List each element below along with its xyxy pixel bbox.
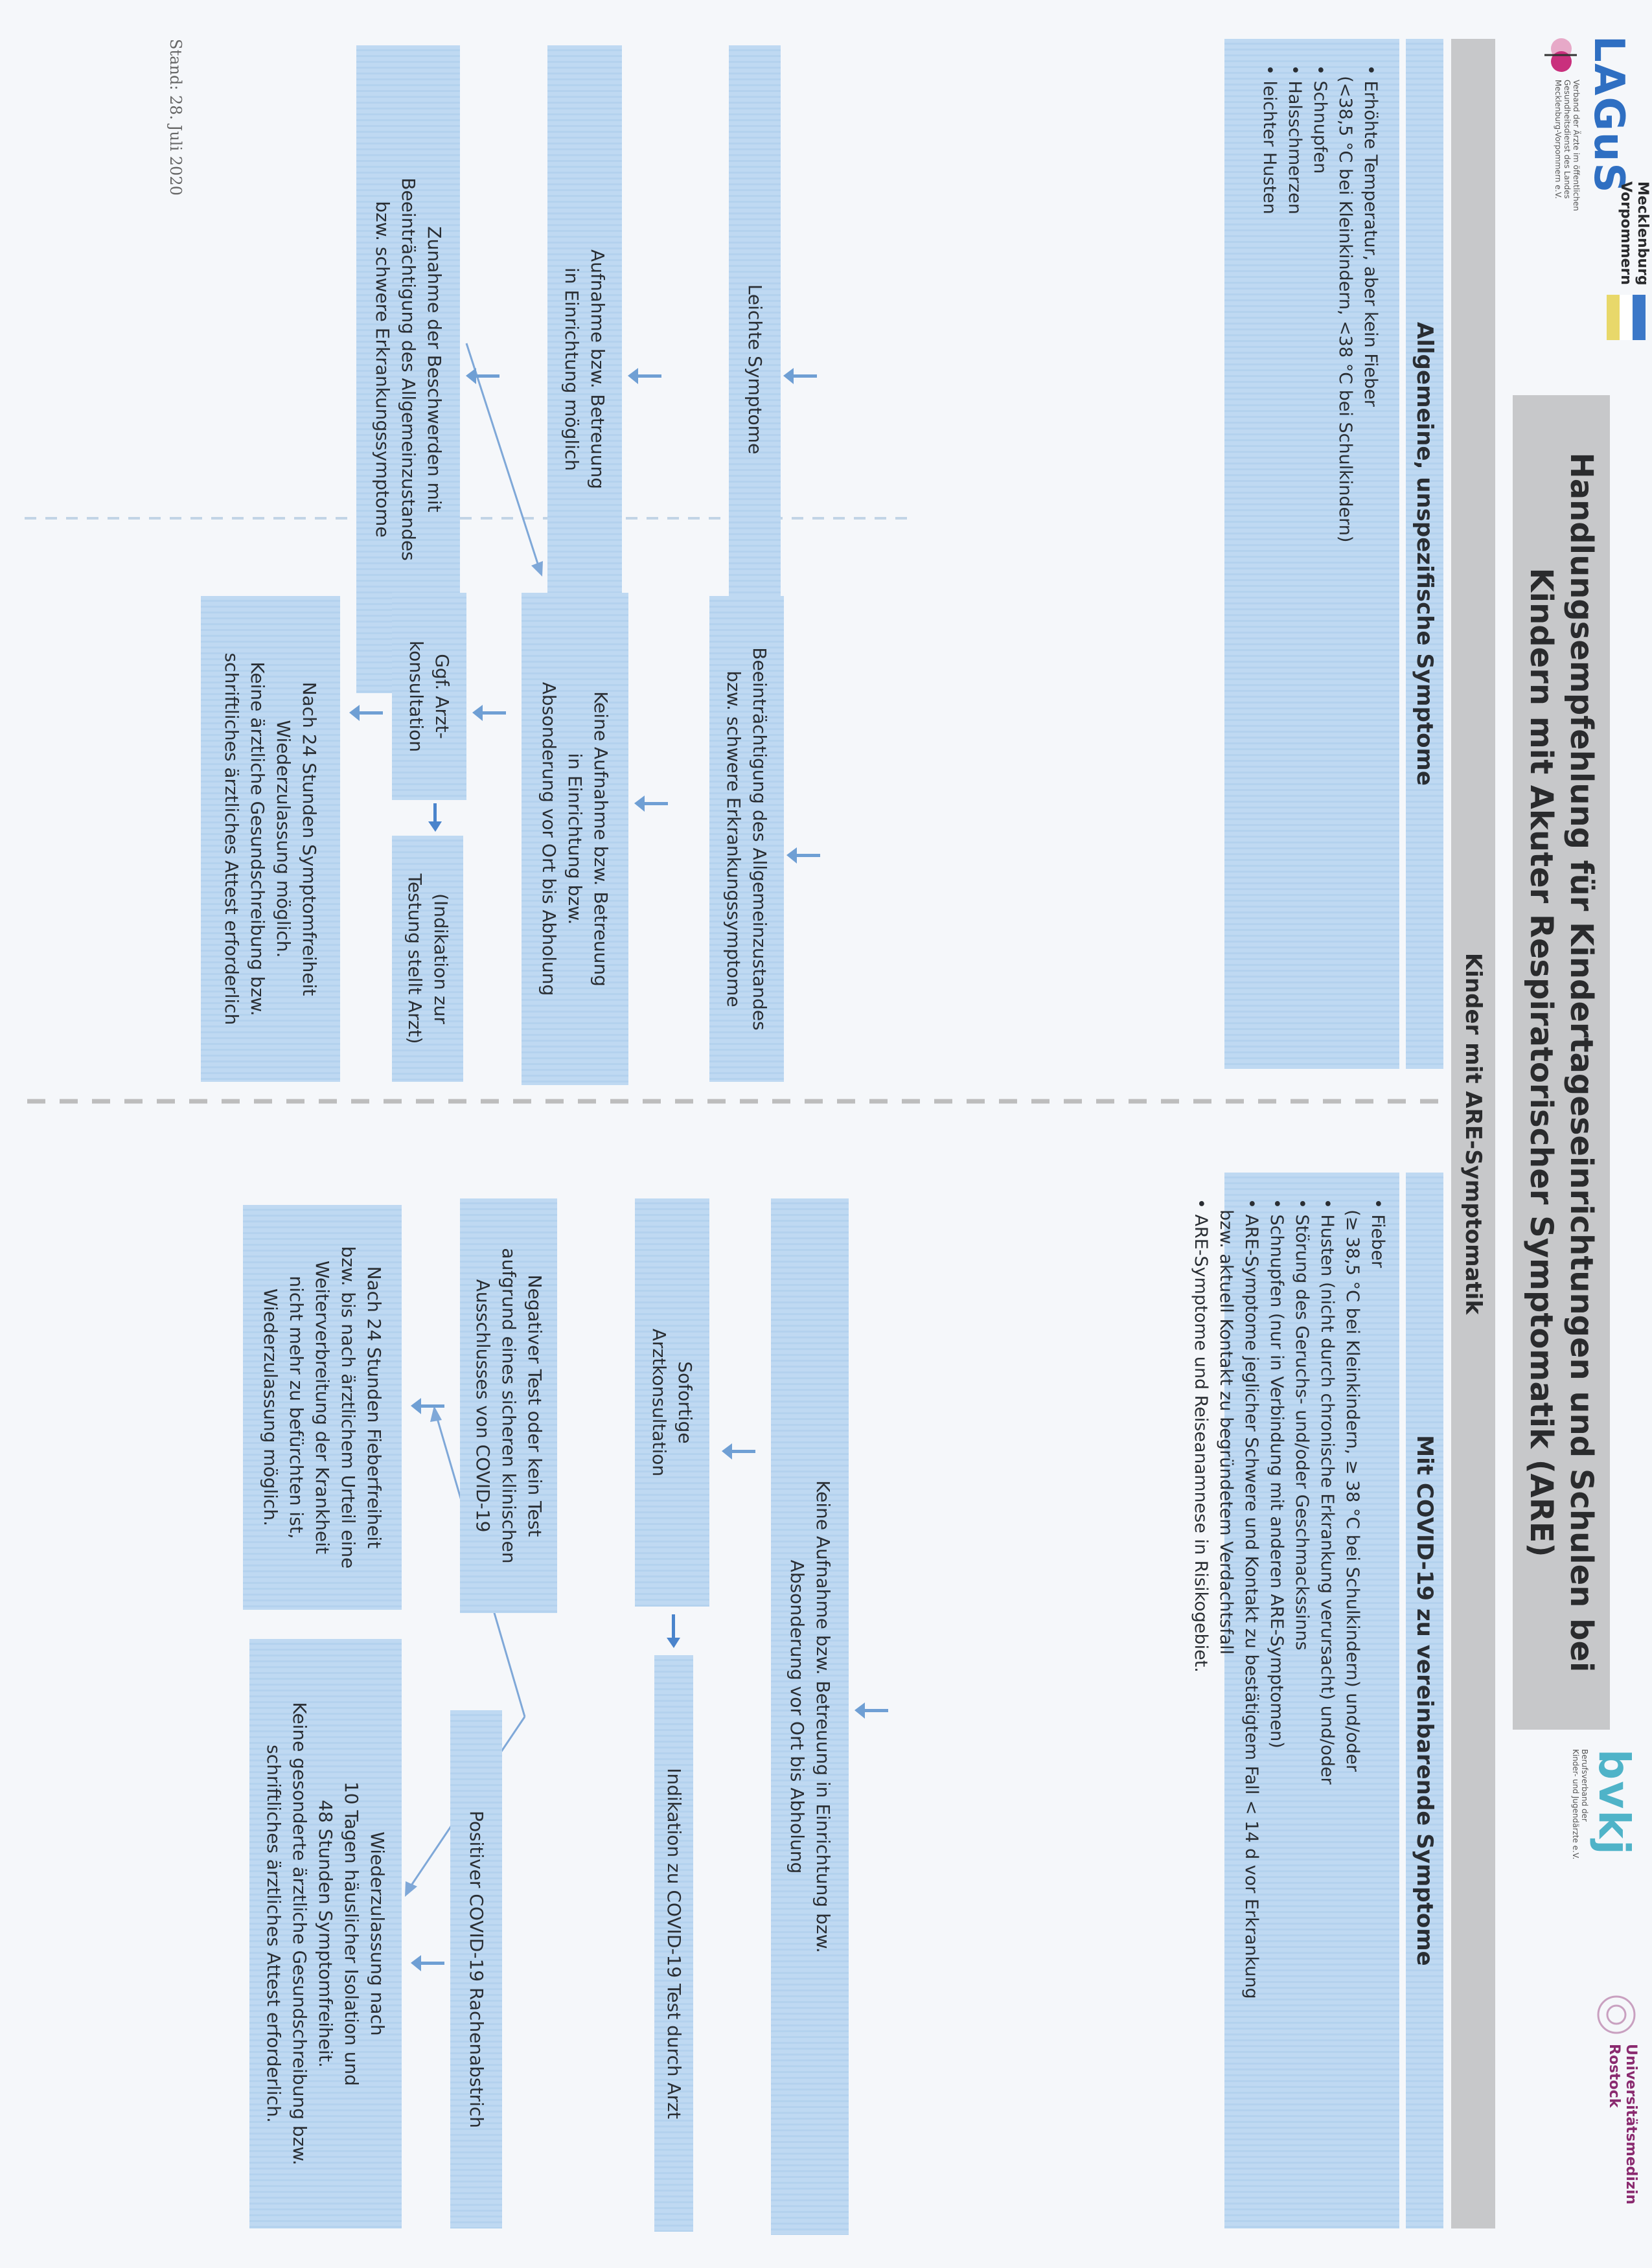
right-bullet-5-detail: bzw. aktuell Kontakt zu begründetem Verdachtsfall: [1216, 1209, 1236, 1655]
severe-symptoms-box: [709, 596, 784, 1082]
no-admission-left-text-2: in Einrichtung bzw.: [564, 753, 586, 925]
mv-text-2: Vorpommern: [1618, 181, 1634, 285]
right-bullet-2: • Husten (nicht durch chronische Erkrankung verursacht) und/oder: [1317, 1198, 1337, 1785]
right-bullet-4: • Schnupfen (nur in Verbindung mit anderen ARE-Symptomen): [1267, 1198, 1287, 1748]
worsening-text-2: Beeinträchtigung des Allgemeinzustandes: [398, 178, 419, 561]
doctor-consult-text-2: konsultation: [406, 641, 428, 752]
readmission-positive-box: [249, 1639, 402, 2228]
readmission-left-text-3: Keine ärztliche Gesundschreibung bzw.: [247, 661, 269, 1016]
readmission-positive-text-3: 48 Stunden Symptomfreiheit.: [315, 1800, 337, 2068]
readmission-positive-text-4: Keine gesonderte ärztliche Gesundschreibung bzw.: [289, 1702, 311, 2166]
arrow-down-icon: [632, 777, 671, 829]
worsening-text-3: bzw. schwere Erkrankungssymptome: [372, 201, 393, 538]
arrow-right-icon: [661, 1613, 687, 1652]
no-admission-left-text-1: Keine Aufnahme bzw. Betreuung: [590, 691, 612, 987]
right-bullet-6: • ARE-Symptome und Reiseanamnese in Risikogebiet.: [1191, 1198, 1211, 1673]
readmission-negative-text-3: Weiterverbreitung der Krankheit: [312, 1260, 334, 1555]
negative-test-text-2: aufgrund eines sicheren klinischen: [498, 1248, 520, 1564]
immediate-consult-text-2: Arztkonsultation: [648, 1328, 671, 1477]
readmission-positive-text-1: Wiederzulassung nach: [367, 1831, 389, 2036]
arrow-down-icon: [347, 687, 385, 739]
immediate-consult-text-1: Sofortige: [674, 1361, 696, 1444]
right-bullet-1-detail: (≥ 38,5 °C bei Kleinkindern, ≥ 38 °C bei Schulkindern) und/oder: [1342, 1209, 1362, 1772]
admission-possible-text-1: Aufnahme bzw. Betreuung: [587, 249, 609, 489]
right-bullet-3: • Störung des Geruchs- und/oder Geschmackssinns: [1292, 1198, 1312, 1651]
arrow-down-icon: [470, 687, 509, 739]
mild-symptoms-text: Leichte Symptome: [744, 284, 766, 455]
right-bullet-1: • Fieber: [1368, 1198, 1388, 1268]
arrow-down-icon: [784, 829, 823, 881]
readmission-left-text-4: schriftliches ärztliches Attest erforderlich: [221, 652, 243, 1025]
readmission-positive-text-2: 10 Tagen häuslicher Isolation und: [341, 1781, 363, 2087]
no-admission-left-text-3: Absonderung vor Ort bis Abholung: [538, 682, 560, 996]
page-title-line-1: Handlungsempfehlung für Kindertageseinrichtungen und Schulen bei: [1563, 452, 1600, 1673]
arrow-down-icon: [625, 350, 664, 402]
worsening-text-1: Zunahme der Beschwerden mit: [424, 226, 445, 512]
bvkj-sub-2: Kinder- und Jugendärzte e.V.: [1571, 1749, 1580, 1860]
right-bullet-5: • ARE-Symptome jeglicher Schwere und Kontakt zu bestätigtem Fall < 14 d vor Erkrankung: [1241, 1198, 1261, 1999]
doctor-consult-text-1: Ggf. Arzt-: [431, 654, 453, 739]
immediate-consult-box: [635, 1198, 709, 1607]
arrow-right-icon: [422, 802, 448, 834]
right-header-text: Mit COVID-19 zu vereinbarende Symptome: [1412, 1435, 1438, 1966]
no-admission-right-box: [771, 1198, 849, 2235]
bvkj-sub-1: Berufsverband der: [1580, 1749, 1589, 1822]
admission-possible-text-2: in Einrichtung möglich: [561, 267, 583, 472]
negative-test-text-1: Negativer Test oder kein Test: [524, 1274, 545, 1537]
verband-text-3: Mecklenburg-Vorpommern e.V.: [1554, 80, 1563, 199]
verband-text-2: Gesundheitsdienst des Landes: [1563, 80, 1572, 199]
left-bullet-1-detail: (<38,5 °C bei Kleinkindern, <38 °C bei Schulkindern): [1335, 76, 1355, 543]
arrow-down-icon: [408, 1937, 447, 1989]
severe-text-1: Beeinträchtigung des Allgemeinzustandes: [749, 647, 771, 1031]
no-admission-right-text-1: Keine Aufnahme bzw. Betreuung in Einrichtung bzw.: [812, 1480, 834, 1953]
left-bullet-2: • Schnupfen: [1310, 65, 1330, 174]
no-admission-right-text-2: Absonderung vor Ort bis Abholung: [786, 1559, 808, 1874]
readmission-negative-text-1: Nach 24 Stunden Fieberfreiheit: [363, 1266, 385, 1549]
readmission-left-text-2: Wiederzulassung möglich.: [273, 720, 295, 958]
readmission-left-box: [201, 596, 340, 1082]
readmission-positive-text-5: schriftliches ärztliches Attest erforderlich.: [263, 1745, 285, 2123]
arrow-down-icon: [408, 1380, 447, 1432]
positive-test-box: [450, 1710, 502, 2228]
testing-text-1: (Indikation zur: [430, 893, 452, 1024]
uni-text-1: Universitätsmedizin: [1623, 2044, 1639, 2205]
left-bullet-3: • Halsschmerzen: [1285, 65, 1305, 214]
verband-text-1: Verband der Ärzte im öffentlichen: [1572, 80, 1581, 211]
arrow-down-icon: [463, 350, 502, 402]
readmission-negative-box: [243, 1205, 402, 1610]
mv-text-1: Mecklenburg: [1635, 181, 1651, 286]
positive-test-text: Positiver COVID-19 Rachenabstrich: [466, 1810, 487, 2129]
test-indication-box: [654, 1655, 693, 2232]
no-admission-left-box: [522, 593, 628, 1085]
arrow-down-icon: [852, 1684, 891, 1736]
arrow-down-icon: [781, 350, 820, 402]
test-indication-text: Indikation zu COVID-19 Test durch Arzt: [663, 1768, 685, 2119]
doctor-consult-box: [392, 593, 466, 800]
testing-box: [392, 836, 463, 1082]
uni-text-2: Rostock: [1606, 2044, 1622, 2108]
negative-test-text-3: Ausschlusses von COVID-19: [472, 1279, 494, 1533]
stand-date: Stand: 28. Juli 2020: [166, 39, 185, 196]
page-title-line-2: Kindern mit Akuter Respiratorischer Symptomatik (ARE): [1523, 567, 1559, 1557]
readmission-negative-text-5: Wiederzulassung möglich.: [260, 1288, 282, 1527]
negative-test-box: [460, 1198, 557, 1613]
readmission-negative-text-2: bzw. bis nach ärztlichem Urteil eine: [338, 1246, 360, 1569]
readmission-negative-text-4: nicht mehr zu befürchten ist,: [286, 1276, 308, 1539]
severe-text-2: bzw. schwere Erkrankungssymptome: [723, 670, 745, 1007]
testing-text-2: Testung stellt Arzt): [404, 873, 426, 1044]
readmission-left-text-1: Nach 24 Stunden Symptomfreiheit: [299, 682, 321, 996]
lagus-wordmark: LAGuS: [1585, 36, 1633, 194]
page-subtitle: Kinder mit ARE-Symptomatik: [1460, 952, 1486, 1315]
arrow-down-icon: [719, 1425, 758, 1477]
left-header-text: Allgemeine, unspezifische Symptome: [1412, 322, 1438, 786]
bvkj-wordmark: bvkj: [1589, 1749, 1639, 1856]
left-bullet-4: • leichter Husten: [1259, 65, 1279, 214]
left-bullet-1: • Erhöhte Temperatur, aber kein Fieber: [1360, 65, 1381, 407]
